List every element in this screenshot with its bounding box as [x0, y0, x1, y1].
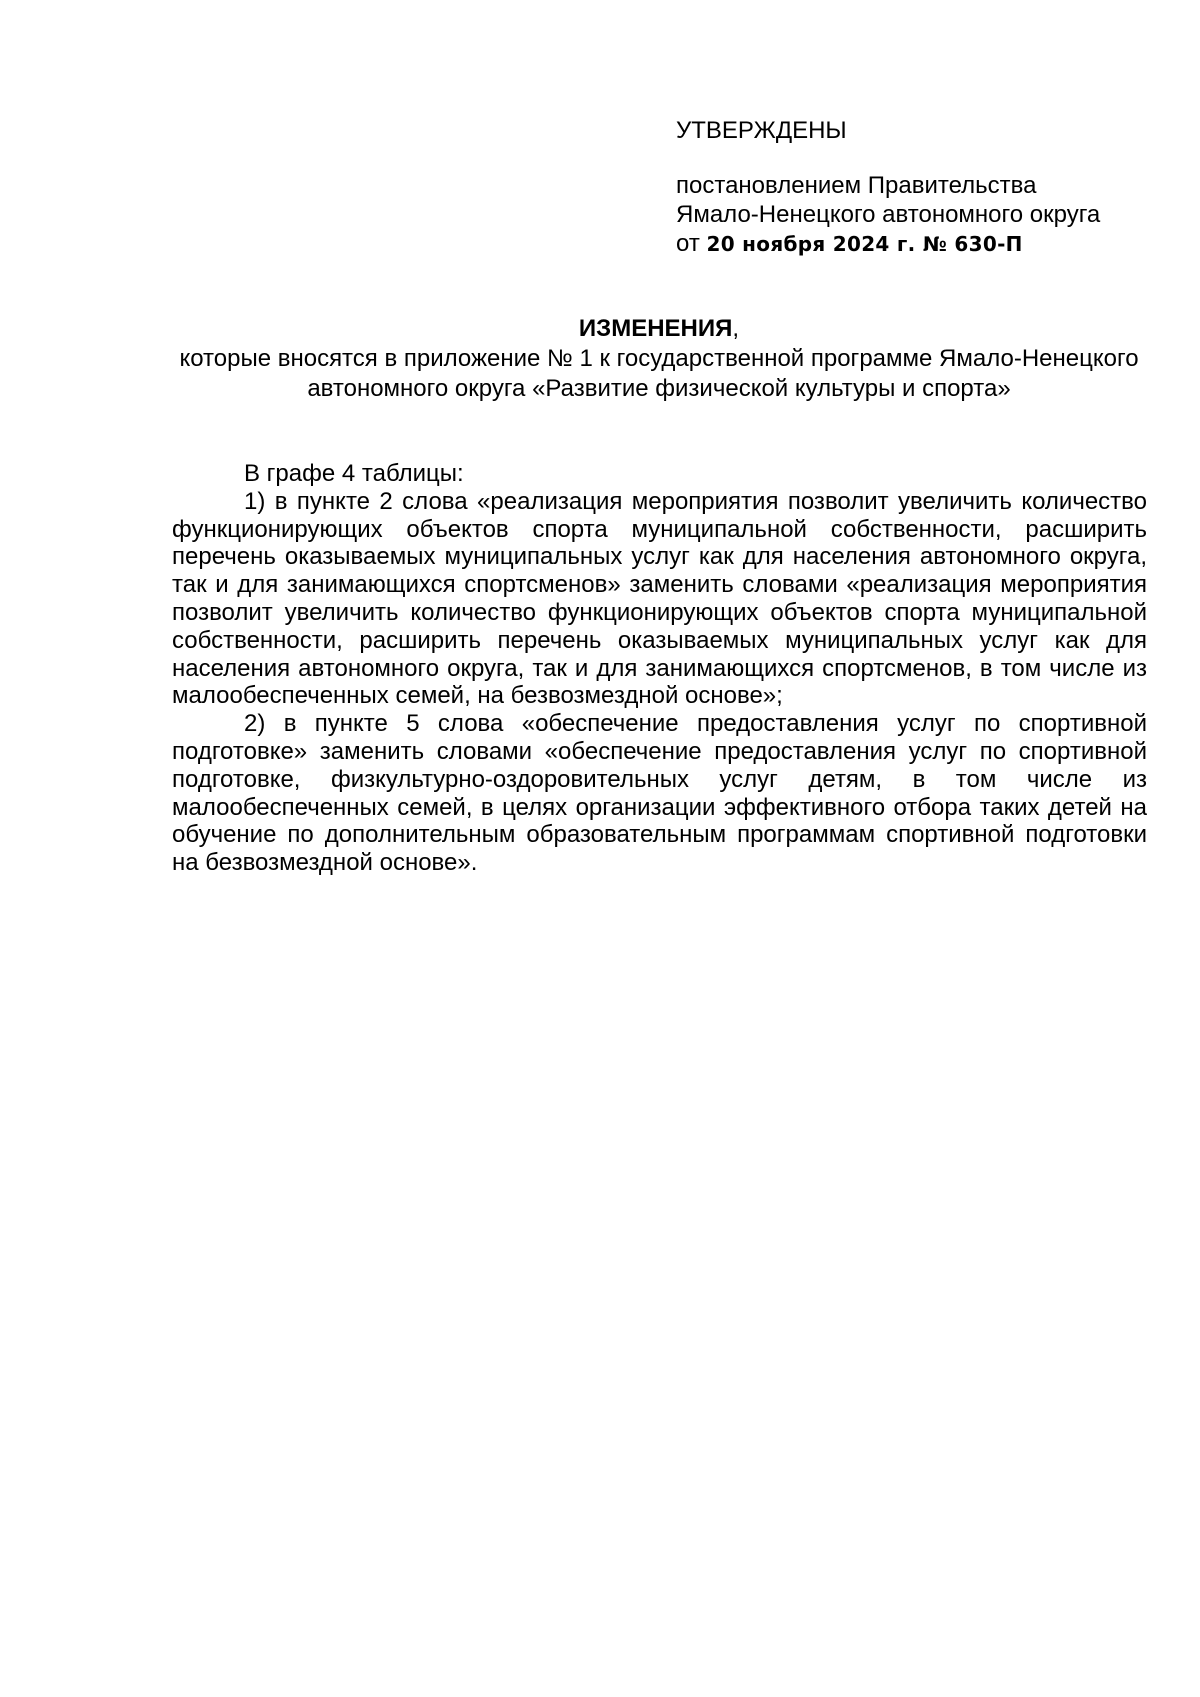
item-1-paragraph: 1) в пункте 2 слова «реализация мероприятия позволит увеличить количество функционирующих объектов спорта муниципальной собственности, расширить перечень оказываемых муниципальных услуг как для населения автономного округа, так и для занимающихся спортсменов» заменить словами «реализация мероприятия позволит увеличить количество функционирующих объектов спорта муниципальной собственности, расширить перечень оказываемых муниципальных услуг как для населения автономного округа, так и для занимающихся спортсменов, в том числе из малообеспеченных семей, на безвозмездной основе»; — [172, 487, 1147, 710]
approval-block — [676, 116, 1156, 259]
approval-line-2: Ямало-Ненецкого автономного округа — [676, 201, 1101, 228]
date-prefix: от — [676, 230, 700, 257]
document-subtitle: которые вносятся в приложение № 1 к государственной программе Ямало-Ненецкого автономного округа «Развитие физической культуры и спорта» — [179, 345, 1139, 402]
date-value: 20 ноября 2024 г. № 630-П — [706, 232, 1023, 256]
intro-paragraph: В графе 4 таблицы: — [244, 460, 464, 487]
heading-word: ИЗМЕНЕНИЯ — [578, 315, 733, 342]
document-heading — [170, 314, 1148, 344]
body-text — [172, 460, 1147, 877]
approval-date-line — [676, 229, 1156, 259]
approved-word: УТВЕРЖДЕНЫ — [676, 117, 847, 144]
approval-line-1: постановлением Правительства — [676, 172, 1037, 199]
title-block — [170, 314, 1148, 404]
heading-suffix: , — [732, 315, 740, 342]
item-2-paragraph: 2) в пункте 5 слова «обеспечение предоставления услуг по спортивной подготовке» заменить словами «обеспечение предоставления услуг по спортивной подготовке, физкультурно-оздоровительных услуг детям, в том числе из малообеспеченных семей, в целях организации эффективного отбора таких детей на обучение по дополнительным образовательным программам спортивной подготовки на безвозмездной основе». — [172, 710, 1147, 877]
